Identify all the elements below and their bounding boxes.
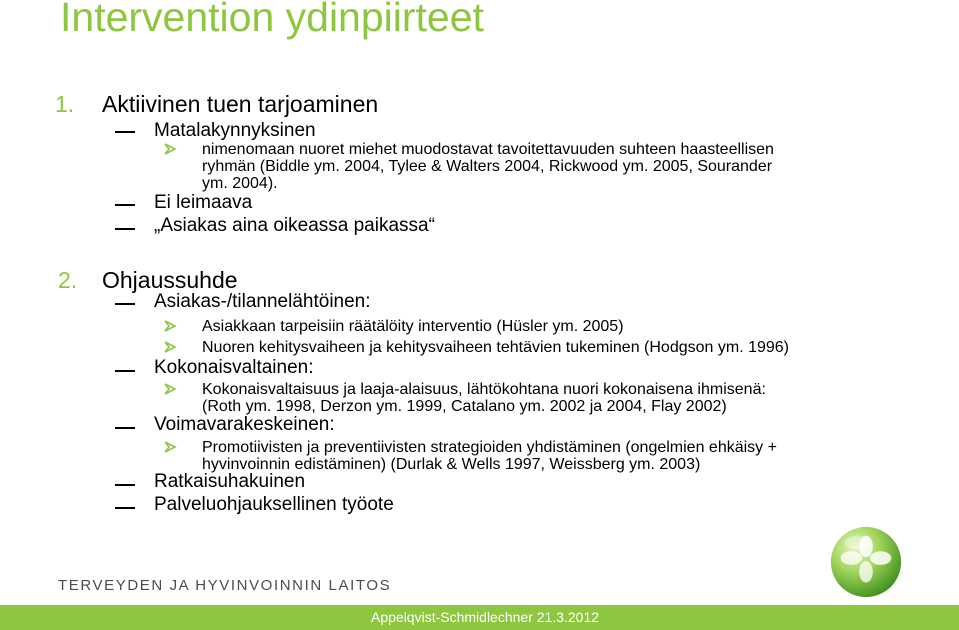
arrow-bullet-icon [163,440,177,454]
section-2-item-1: Asiakas-/tilannelähtöinen: [154,291,371,312]
section-2-item-3: Voimavarakeskeinen: [154,414,335,435]
dash-bullet [115,303,135,305]
section-1-heading: Aktiivinen tuen tarjoaminen [102,91,379,117]
section-2-item-2-sub-line-2: (Roth ym. 1998, Derzon ym. 1999, Catalano ym. 2002 ja 2004, Flay 2002) [202,398,727,415]
arrow-bullet-icon [163,142,177,156]
section-2-item-5: Palveluohjauksellinen työote [154,494,394,515]
section-1-item-1-sub-line-1: nimenomaan nuoret miehet muodostavat tavoitettavuuden suhteen haasteellisen [202,141,774,158]
slide-title: Intervention ydinpiirteet [60,0,484,40]
arrow-bullet-icon [163,382,177,396]
section-2-item-4: Ratkaisuhakuinen [154,471,306,492]
section-1-item-1-sub-line-3: ym. 2004). [202,175,278,192]
thl-logo-icon [827,523,905,601]
section-2-item-1-sub-2: Nuoren kehitysvaiheen ja kehitysvaiheen tehtävien tukeminen (Hodgson ym. 1996) [202,339,790,356]
section-2-item-1-sub-1: Asiakkaan tarpeisiin räätälöity interventio (Hüsler ym. 2005) [202,318,624,335]
section-2-heading: Ohjaussuhde [102,267,238,293]
section-1-item-1-sub-line-2: ryhmän (Biddle ym. 2004, Tylee & Walters 2004, Rickwood ym. 2005, Sourander [202,158,773,175]
dash-bullet [115,507,135,509]
section-1-item-3: „Asiakas aina oikeassa paikassa“ [154,215,435,236]
arrow-bullet-icon [163,340,177,354]
section-2-item-2-sub-line-1: Kokonaisvaltaisuus ja laaja-alaisuus, lähtökohtana nuori kokonaisena ihmisenä: [202,381,766,398]
dash-bullet [115,204,135,206]
dash-bullet [115,131,135,133]
organization-name: TERVEYDEN JA HYVINVOINNIN LAITOS [58,577,392,594]
section-2-item-3-sub-line-1: Promotiivisten ja preventiivisten strategioiden yhdistäminen (ongelmien ehkäisy + [202,439,777,456]
arrow-bullet-icon [163,319,177,333]
dash-bullet [115,370,135,372]
footer-bar [0,605,959,630]
section-2-number: 2. [58,267,78,293]
section-2-item-3-sub-line-2: hyvinvoinnin edistäminen) (Durlak & Wells 1997, Weissberg ym. 2003) [202,456,701,473]
section-1-item-2: Ei leimaava [154,192,253,213]
footer-author-date: Appelqvist-Schmidlechner 21.3.2012 [371,609,600,625]
section-1-item-1: Matalakynnyksinen [154,120,316,141]
dash-bullet [115,484,135,486]
dash-bullet [115,228,135,230]
dash-bullet [115,427,135,429]
section-1-number: 1. [55,91,75,117]
section-2-item-2: Kokonaisvaltainen: [154,357,314,378]
